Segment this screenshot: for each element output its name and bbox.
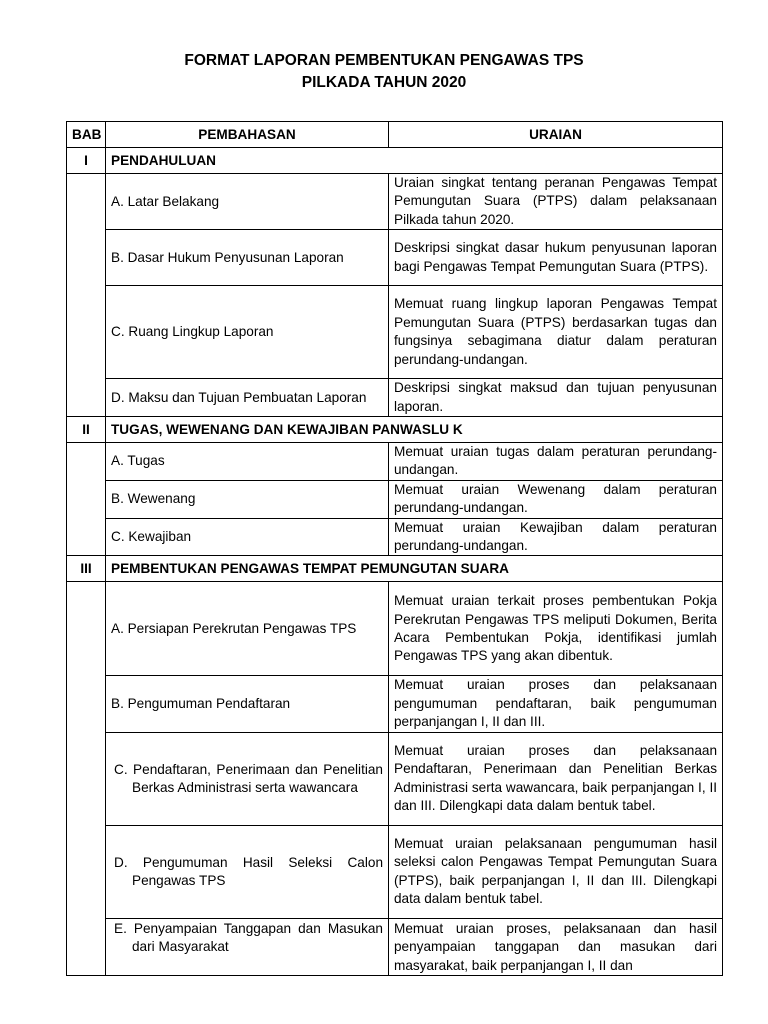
title-line-2: PILKADA TAHUN 2020	[301, 74, 467, 91]
table-row	[67, 286, 723, 379]
bab-spacer-cell	[67, 443, 106, 556]
pembahasan-cell: A. Persiapan Perekrutan Pengawas TPS	[106, 582, 389, 676]
report-format-table	[66, 121, 723, 976]
uraian-cell: Memuat uraian proses, pelaksanaan dan hasil penyampaian tanggapan dan masukan dari masyarakat, baik perpanjangan I, II dan	[389, 918, 723, 975]
section-row	[67, 556, 723, 582]
bab-spacer-cell	[67, 582, 106, 975]
table-header-row	[67, 122, 723, 148]
header-pembahasan: PEMBAHASAN	[106, 122, 389, 148]
pembahasan-cell: A. Tugas	[106, 443, 389, 481]
table-row	[67, 480, 723, 518]
section-row	[67, 148, 723, 174]
pembahasan-cell: A. Latar Belakang	[106, 174, 389, 230]
uraian-cell: Deskripsi singkat maksud dan tujuan penyusunan laporan.	[389, 379, 723, 417]
uraian-cell: Uraian singkat tentang peranan Pengawas Tempat Pemungutan Suara (PTPS) dalam pelaksanaan Pilkada tahun 2020.	[389, 174, 723, 230]
table-row	[67, 230, 723, 286]
header-uraian: URAIAN	[389, 122, 723, 148]
table-row	[67, 518, 723, 556]
section-bab: II	[67, 417, 106, 443]
pembahasan-cell	[106, 825, 389, 918]
section-title: PENDAHULUAN	[106, 148, 723, 174]
pembahasan-cell: C. Kewajiban	[106, 518, 389, 556]
uraian-cell: Memuat uraian tugas dalam peraturan perundang-undangan.	[389, 443, 723, 481]
uraian-cell: Memuat uraian proses dan pelaksanaan Pendaftaran, Penerimaan dan Penelitian Berkas Administrasi serta wawancara, baik perpanjangan I, II dan III. Dilengkapi data dalam bentuk tabel.	[389, 732, 723, 825]
section-row	[67, 417, 723, 443]
table-row	[67, 918, 723, 975]
title-line-1: FORMAT LAPORAN PEMBENTUKAN PENGAWAS TPS	[184, 52, 584, 69]
table-row	[67, 443, 723, 481]
pembahasan-cell: B. Dasar Hukum Penyusunan Laporan	[106, 230, 389, 286]
document-title	[0, 50, 768, 94]
pembahasan-cell: C. Ruang Lingkup Laporan	[106, 286, 389, 379]
uraian-cell: Memuat uraian pelaksanaan pengumuman hasil seleksi calon Pengawas Tempat Pemungutan Suara (PTPS), baik perpanjangan I, II dan III. Dilengkapi data dalam bentuk tabel.	[389, 825, 723, 918]
table-row	[67, 676, 723, 732]
bab-spacer-cell	[67, 174, 106, 417]
pembahasan-text: C. Pendaftaran, Penerimaan dan Penelitian Berkas Administrasi serta wawancara	[114, 761, 383, 795]
uraian-cell: Memuat uraian proses dan pelaksanaan pengumuman pendaftaran, baik pengumuman perpanjangan I, II dan III.	[389, 676, 723, 732]
uraian-cell: Memuat uraian Kewajiban dalam peraturan perundang-undangan.	[389, 518, 723, 556]
uraian-cell: Memuat uraian Wewenang dalam peraturan perundang-undangan.	[389, 480, 723, 518]
pembahasan-cell: B. Wewenang	[106, 480, 389, 518]
header-bab: BAB	[67, 122, 106, 148]
table-row	[67, 174, 723, 230]
pembahasan-text: D. Pengumuman Hasil Seleksi Calon Pengawas TPS	[114, 854, 383, 888]
section-bab: I	[67, 148, 106, 174]
uraian-cell: Memuat uraian terkait proses pembentukan Pokja Perekrutan Pengawas TPS meliputi Dokumen, Berita Acara Pembentukan Pokja, identifikasi jumlah Pengawas TPS yang akan dibentuk.	[389, 582, 723, 676]
pembahasan-text: E. Penyampaian Tanggapan dan Masukan dari Masyarakat	[114, 920, 383, 954]
pembahasan-cell: D. Maksu dan Tujuan Pembuatan Laporan	[106, 379, 389, 417]
table-row	[67, 379, 723, 417]
table-row	[67, 582, 723, 676]
table-row	[67, 732, 723, 825]
table-row	[67, 825, 723, 918]
section-title: PEMBENTUKAN PENGAWAS TEMPAT PEMUNGUTAN SUARA	[106, 556, 723, 582]
section-title: TUGAS, WEWENANG DAN KEWAJIBAN PANWASLU K	[106, 417, 723, 443]
uraian-cell: Deskripsi singkat dasar hukum penyusunan laporan bagi Pengawas Tempat Pemungutan Suara (PTPS).	[389, 230, 723, 286]
pembahasan-cell: B. Pengumuman Pendaftaran	[106, 676, 389, 732]
pembahasan-cell	[106, 732, 389, 825]
pembahasan-cell	[106, 918, 389, 975]
uraian-cell: Memuat ruang lingkup laporan Pengawas Tempat Pemungutan Suara (PTPS) berdasarkan tugas dan fungsinya sebagimana diatur dalam peraturan perundang-undangan.	[389, 286, 723, 379]
section-bab: III	[67, 556, 106, 582]
